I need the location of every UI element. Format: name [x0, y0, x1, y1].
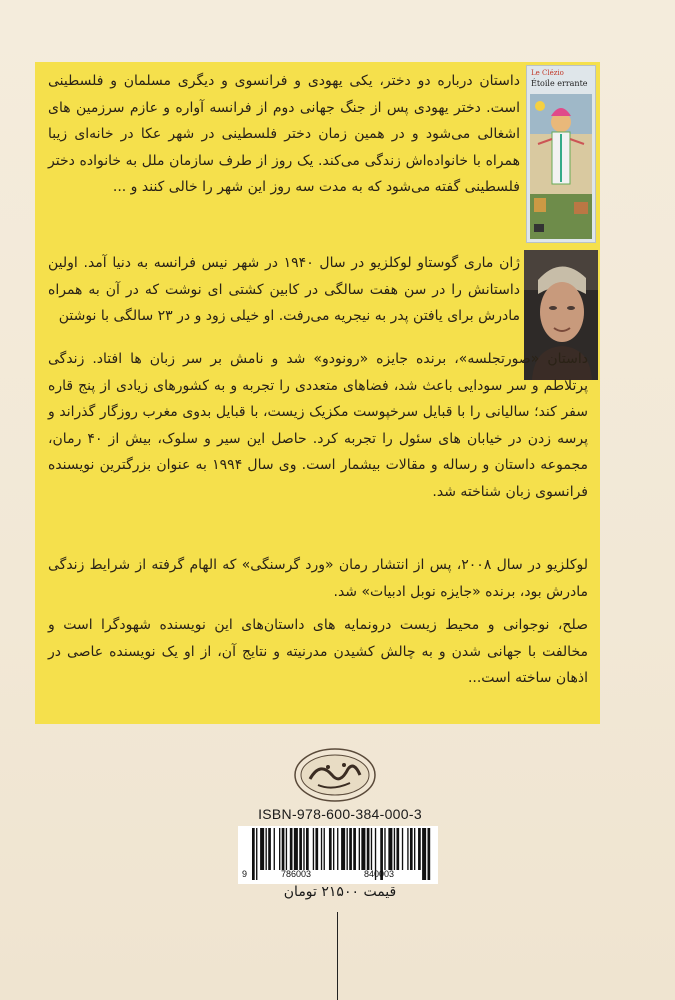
- barcode-bar: [324, 828, 325, 870]
- barcode-left-digits: 786003: [281, 869, 312, 879]
- publisher-logo-icon: [288, 745, 382, 805]
- isbn-number: ISBN-978-600-384-000-3: [258, 806, 422, 822]
- barcode-bar: [260, 828, 264, 870]
- barcode-bar: [361, 828, 365, 870]
- author-bio-paragraph-3: لوکلزیو در سال ۲۰۰۸، پس از انتشار رمان «ورد گرسنگی» که الهام گرفته از شرایط زندگی مادرش بود، برنده «جایزه نوبل ادبیات» شد.: [48, 557, 588, 600]
- barcode-digits: [238, 868, 438, 882]
- price-label: قیمت ۲۱۵۰۰ تومان: [283, 884, 397, 900]
- synopsis-paragraph: داستان درباره دو دختر، یکی یهودی و فرانسوی و دیگری مسلمان و فلسطینی است. دختر یهودی پس از جنگ جهانی دوم از فرانسه آواره و عازم سرزمین های اشغالی می‌شود و در همین زمان دختر فلسطینی در شهر عکا در خانه‌ای زیبا همراه با خانواده‌اش زندگی می‌کند. یک روز از طرف سازمان ملل به خانواده دختر فلسطینی گفته می‌شود که به مدت سه روز این شهر را خالی کنند و ...: [48, 73, 520, 195]
- barcode-bar: [306, 828, 309, 870]
- barcode-bar: [313, 828, 314, 870]
- barcode-bar: [347, 828, 348, 870]
- author-bio-paragraph-4: صلح، نوجوانی و محیط زیست درونمایه های داستان‌های این نویسنده شهودگرا است و مخالفت با جهانی شدن و به چالش کشیدن مدرنیته و نتایج آن، از او یک نویسنده عاصی در اذهان ساخته است...: [48, 617, 588, 686]
- barcode-bar: [410, 828, 413, 870]
- barcode-bar: [414, 828, 415, 870]
- author-bio-paragraph-1: ژان ماری گوستاو لوکلزیو در سال ۱۹۴۰ در شهر نیس فرانسه به دنیا آمد. اولین داستانش را در سن هفت سالگی در کابین کشتی ای نوشت که در آن به همراه مادرش برای یافتن پدر به نیجریه می‌رفت. او خیلی زود و در ۲۳ سالگی با نوشتن: [48, 255, 520, 324]
- barcode-bar: [394, 828, 395, 870]
- barcode-right-digits: 840003: [364, 869, 395, 879]
- barcode-bar: [279, 828, 280, 870]
- barcode-bar: [367, 828, 370, 870]
- book-cover-thumbnail: [526, 65, 596, 243]
- barcode-bar: [274, 828, 275, 870]
- barcode-bar: [286, 828, 287, 870]
- barcode-bar: [359, 828, 360, 870]
- barcode-bar: [321, 828, 322, 870]
- barcode-bar: [299, 828, 302, 870]
- barcode-bar: [329, 828, 332, 870]
- barcode-bar: [371, 828, 372, 870]
- barcode-bar: [303, 828, 304, 870]
- barcode-bar: [337, 828, 338, 870]
- barcode-bar: [315, 828, 318, 870]
- barcode-bar: [294, 828, 298, 870]
- barcode-bar: [268, 828, 271, 870]
- barcode-bar: [341, 828, 345, 870]
- barcode-bar: [349, 828, 352, 870]
- barcode-bar: [384, 828, 385, 870]
- barcode-bar: [402, 828, 403, 870]
- thumbnail-illustration: [530, 94, 592, 239]
- thumbnail-title: Étoile errante: [531, 79, 588, 88]
- barcode-bar: [353, 828, 356, 870]
- barcode-bar: [388, 828, 392, 870]
- author-bio-paragraph-2: داستان «صورتجلسه»، برنده جایزه «رونودو» شد و نامش بر سر زبان ها افتاد. زندگی پرتلاطم و سر سودایی باعث شد، فضاهای متعددی را تجربه و به کشورهای زیادی از پنج قاره سفر کند؛ سالیانی را با قبایل سرخپوست مکزیک زیست، با قبایل بدوی مغرب روزگار گذراند و پرسه زدن در خیابان های سئول را تجربه کرد. حاصل این سیر و سلوک، بیش از ۴۰ رمان، مجموعه داستان و رساله و مقالات بیشمار است. وی سال ۱۹۹۴ به عنوان بزرگترین نویسنده فرانسوی زبان شناخته شد.: [48, 351, 588, 500]
- barcode-bar: [282, 828, 285, 870]
- decorative-line: [337, 912, 338, 1000]
- thumbnail-author: Le Clézio: [531, 69, 564, 77]
- barcode-lead-digit: 9: [242, 869, 248, 879]
- barcode-bar: [396, 828, 399, 870]
- barcode-bar: [407, 828, 408, 870]
- barcode-bar: [418, 828, 421, 870]
- barcode-bar: [333, 828, 334, 870]
- barcode-bar: [266, 828, 267, 870]
- barcode-bar: [290, 828, 293, 870]
